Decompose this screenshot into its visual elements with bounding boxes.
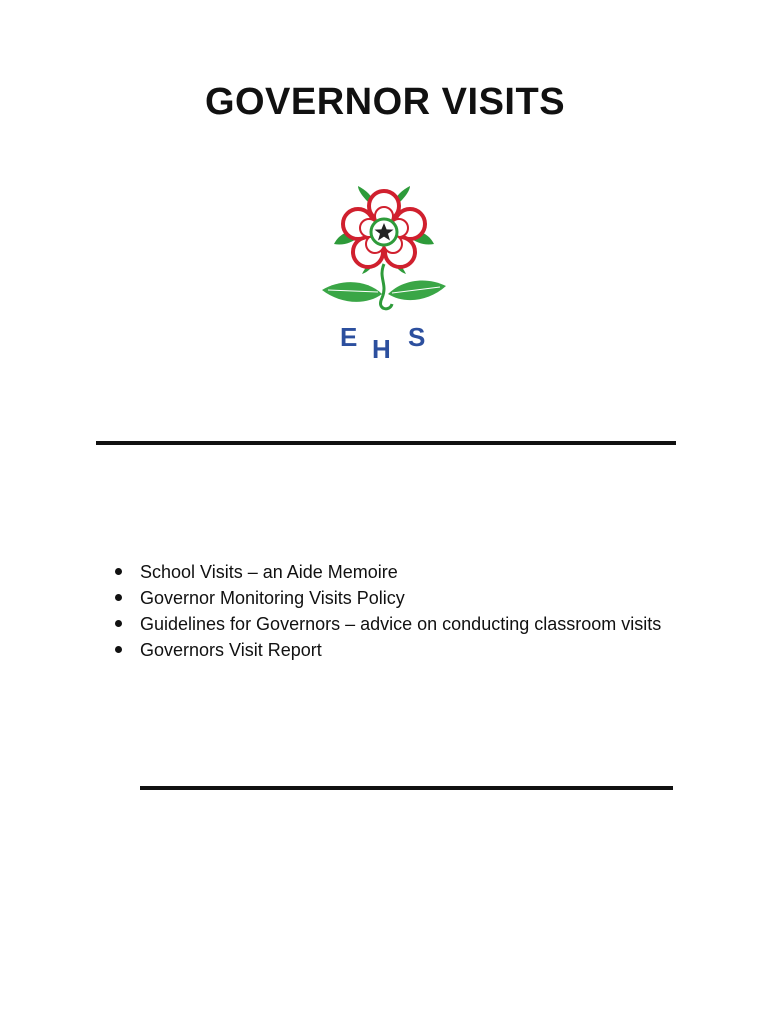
bullet-icon — [115, 646, 122, 653]
list-item-label: Guidelines for Governors – advice on conducting classroom visits — [140, 614, 662, 634]
svg-text:H: H — [372, 334, 391, 364]
list-item — [112, 637, 672, 663]
bullet-icon — [115, 594, 122, 601]
list-item — [112, 611, 672, 637]
school-logo — [318, 186, 450, 364]
bullet-icon — [115, 620, 122, 627]
list-item-label: Governor Monitoring Visits Policy — [140, 588, 405, 608]
list-item — [112, 585, 672, 611]
list-item-label: Governors Visit Report — [140, 640, 322, 660]
bullet-icon — [115, 568, 122, 575]
page-title: GOVERNOR VISITS — [204, 81, 566, 124]
list-item — [112, 559, 672, 585]
divider-rule-top — [96, 441, 676, 445]
divider-rule-bottom — [140, 786, 673, 790]
list-item-label: School Visits – an Aide Memoire — [140, 562, 398, 582]
svg-text:E: E — [340, 322, 358, 352]
svg-text:S: S — [408, 322, 426, 352]
contents-list — [112, 559, 672, 663]
rose-emblem-icon — [318, 186, 450, 364]
